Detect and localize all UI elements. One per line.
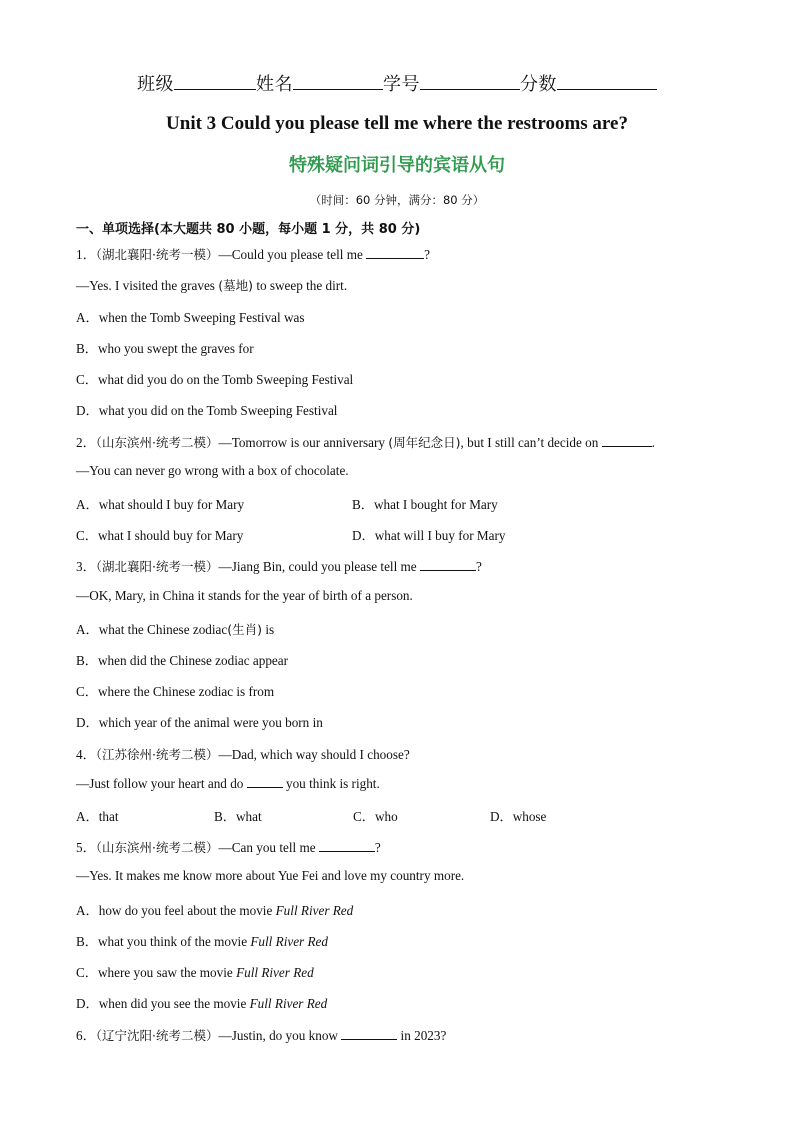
question-number: 5． [76, 840, 96, 855]
option-d[interactable]: D．what will I buy for Mary [352, 528, 506, 543]
option-c[interactable]: C．what I should buy for Mary [76, 528, 244, 543]
answer-blank[interactable] [602, 434, 652, 447]
option-b[interactable]: B．what I bought for Mary [352, 497, 498, 512]
score-label: 分数 [520, 74, 557, 95]
answer-blank[interactable] [366, 246, 424, 259]
option-a[interactable]: A．what should I buy for Mary [76, 497, 245, 512]
student-info-line [0, 70, 794, 96]
page-subtitle: 特殊疑问词引导的宾语从句 [289, 155, 505, 176]
option-d[interactable]: D．whose [490, 809, 547, 824]
question-4-reply: —Just follow your heart and do you think is right. [76, 776, 380, 791]
option-a[interactable]: A．how do you feel about the movie Full River Red [76, 903, 354, 918]
name-blank[interactable] [293, 77, 383, 90]
option-d[interactable]: D．what you did on the Tomb Sweeping Festival [76, 403, 338, 418]
answer-blank[interactable] [247, 775, 283, 788]
question-5-stem: 5．（山东滨州·统考二模）—Can you tell me ? [76, 840, 381, 855]
option-a[interactable]: A．what the Chinese zodiac(生肖) is [76, 622, 275, 637]
option-c[interactable]: C．where the Chinese zodiac is from [76, 684, 275, 699]
answer-blank[interactable] [341, 1027, 397, 1040]
class-blank[interactable] [174, 77, 256, 90]
option-c[interactable]: C．who [353, 809, 398, 824]
question-source: （湖北襄阳·统考一模） [95, 247, 219, 262]
question-number: 4． [76, 747, 96, 762]
option-b[interactable]: B．what [214, 809, 262, 824]
question-source: （山东滨州·统考二模） [95, 435, 219, 450]
option-c[interactable]: C．what did you do on the Tomb Sweeping Festival [76, 372, 354, 387]
class-label: 班级 [137, 74, 174, 95]
question-5-reply: —Yes. It makes me know more about Yue Fei and love my country more. [76, 868, 465, 883]
option-c[interactable]: C．where you saw the movie Full River Red [76, 965, 314, 980]
question-1-reply: —Yes. I visited the graves (墓地) to sweep the dirt. [76, 278, 348, 293]
question-2-reply: —You can never go wrong with a box of chocolate. [76, 463, 349, 478]
option-a[interactable]: A．that [76, 809, 119, 824]
question-source: （湖北襄阳·统考一模） [95, 559, 219, 574]
answer-blank[interactable] [319, 839, 375, 852]
question-number: 1． [76, 247, 96, 262]
score-blank[interactable] [557, 77, 657, 90]
question-3-reply: —OK, Mary, in China it stands for the year of birth of a person. [76, 588, 413, 603]
question-number: 2． [76, 435, 96, 450]
question-number: 3． [76, 559, 96, 574]
question-3-stem: 3．（湖北襄阳·统考一模）—Jiang Bin, could you please tell me ? [76, 559, 482, 574]
question-2-stem: 2．（山东滨州·统考二模）—Tomorrow is our anniversary (周年纪念日), but I still can’t decide on . [76, 435, 655, 450]
question-4-stem: 4．（江苏徐州·统考二模）—Dad, which way should I choose? [76, 747, 410, 762]
option-b[interactable]: B．what you think of the movie Full River Red [76, 934, 328, 949]
answer-blank[interactable] [420, 558, 476, 571]
option-b[interactable]: B．when did the Chinese zodiac appear [76, 653, 289, 668]
name-label: 姓名 [256, 74, 293, 95]
option-d[interactable]: D．which year of the animal were you born in [76, 715, 323, 730]
question-source: （辽宁沈阳·统考二模） [95, 1028, 219, 1043]
section-heading: 一、单项选择(本大题共 80 小题，每小题 1 分，共 80 分) [76, 222, 421, 237]
id-label: 学号 [383, 74, 420, 95]
question-1-stem: 1．（湖北襄阳·统考一模）—Could you please tell me ? [76, 247, 430, 262]
id-blank[interactable] [420, 77, 520, 90]
question-source: （江苏徐州·统考二模） [95, 747, 219, 762]
option-d[interactable]: D．when did you see the movie Full River Red [76, 996, 328, 1011]
option-a[interactable]: A．when the Tomb Sweeping Festival was [76, 310, 305, 325]
question-source: （山东滨州·统考二模） [95, 840, 219, 855]
page-title: Unit 3 Could you please tell me where the restrooms are? [166, 113, 628, 134]
question-number: 6． [76, 1028, 96, 1043]
question-6-stem: 6．（辽宁沈阳·统考二模）—Justin, do you know in 2023? [76, 1028, 447, 1043]
time-note: （时间：60 分钟，满分：80 分） [309, 193, 485, 207]
option-b[interactable]: B．who you swept the graves for [76, 341, 254, 356]
